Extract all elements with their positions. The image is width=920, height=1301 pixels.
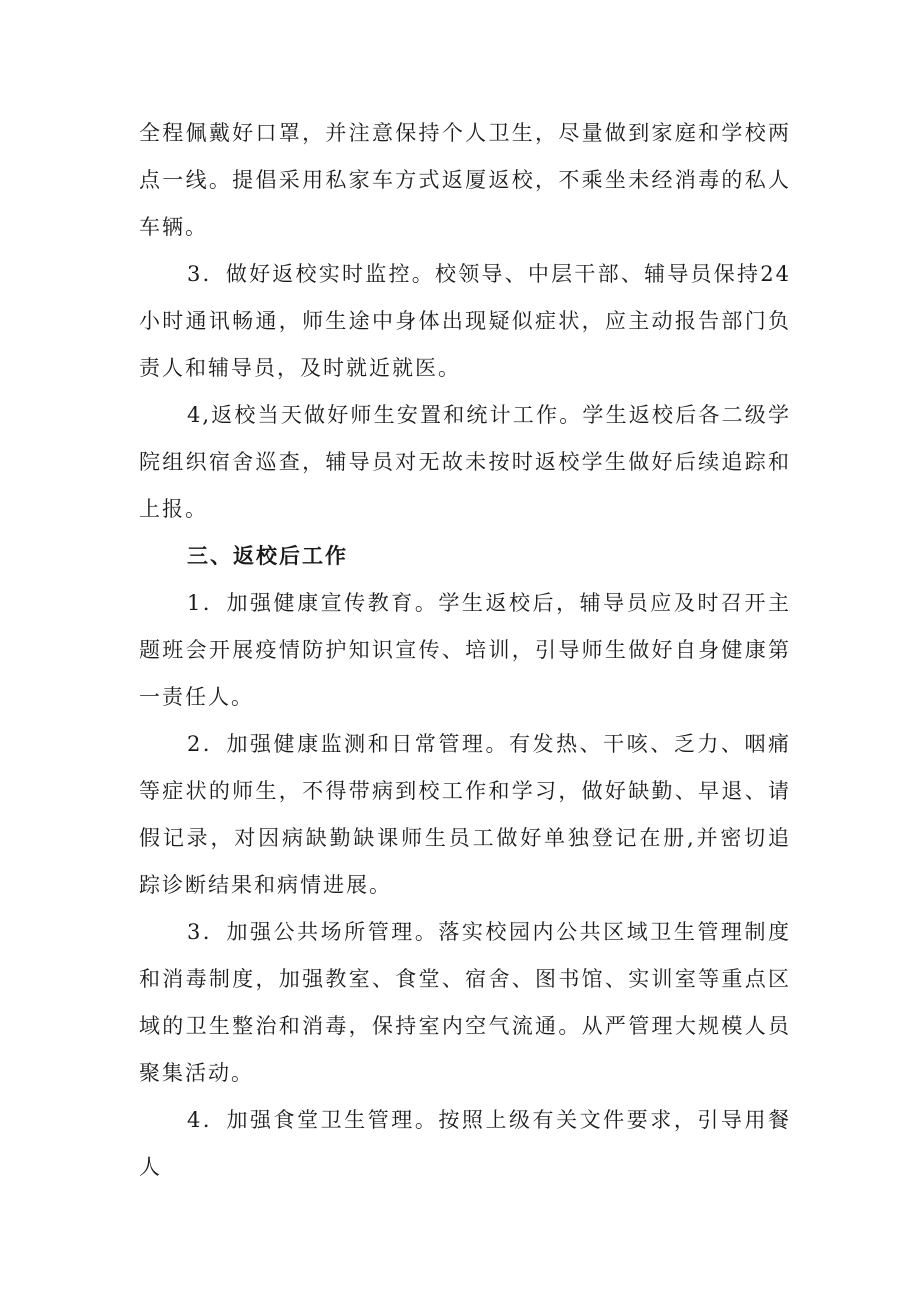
paragraph-2: 3．做好返校实时监控。校领导、中层干部、辅导员保持24小时通讯畅通，师生途中身体出现疑似症状，应主动报告部门负责人和辅导员，及时就近就医。 xyxy=(139,262,791,380)
section-heading: 三、返校后工作 xyxy=(187,544,348,568)
paragraph-4: 1．加强健康宣传教育。学生返校后，辅导员应及时召开主题班会开展疫情防护知识宣传、培训，引导师生做好自身健康第一责任人。 xyxy=(139,591,791,709)
paragraph-1: 全程佩戴好口罩，并注意保持个人卫生，尽量做到家庭和学校两点一线。提倡采用私家车方式返厦返校，不乘坐未经消毒的私人车辆。 xyxy=(139,121,791,239)
paragraph-5: 2．加强健康监测和日常管理。有发热、干咳、乏力、咽痛等症状的师生，不得带病到校工作和学习，做好缺勤、早退、请假记录，对因病缺勤缺课师生员工做好单独登记在册,并密切追踪诊断结果和病情进展。 xyxy=(139,732,791,897)
paragraph-6: 3．加强公共场所管理。落实校园内公共区域卫生管理制度和消毒制度，加强教室、食堂、宿舍、图书馆、实训室等重点区域的卫生整治和消毒，保持室内空气流通。从严管理大规模人员聚集活动。 xyxy=(139,920,791,1085)
paragraph-3: 4,返校当天做好师生安置和统计工作。学生返校后各二级学院组织宿舍巡查，辅导员对无故未按时返校学生做好后续追踪和上报。 xyxy=(139,403,791,521)
document-body xyxy=(139,110,791,1191)
paragraph-7: 4．加强食堂卫生管理。按照上级有关文件要求，引导用餐人 xyxy=(139,1108,791,1179)
